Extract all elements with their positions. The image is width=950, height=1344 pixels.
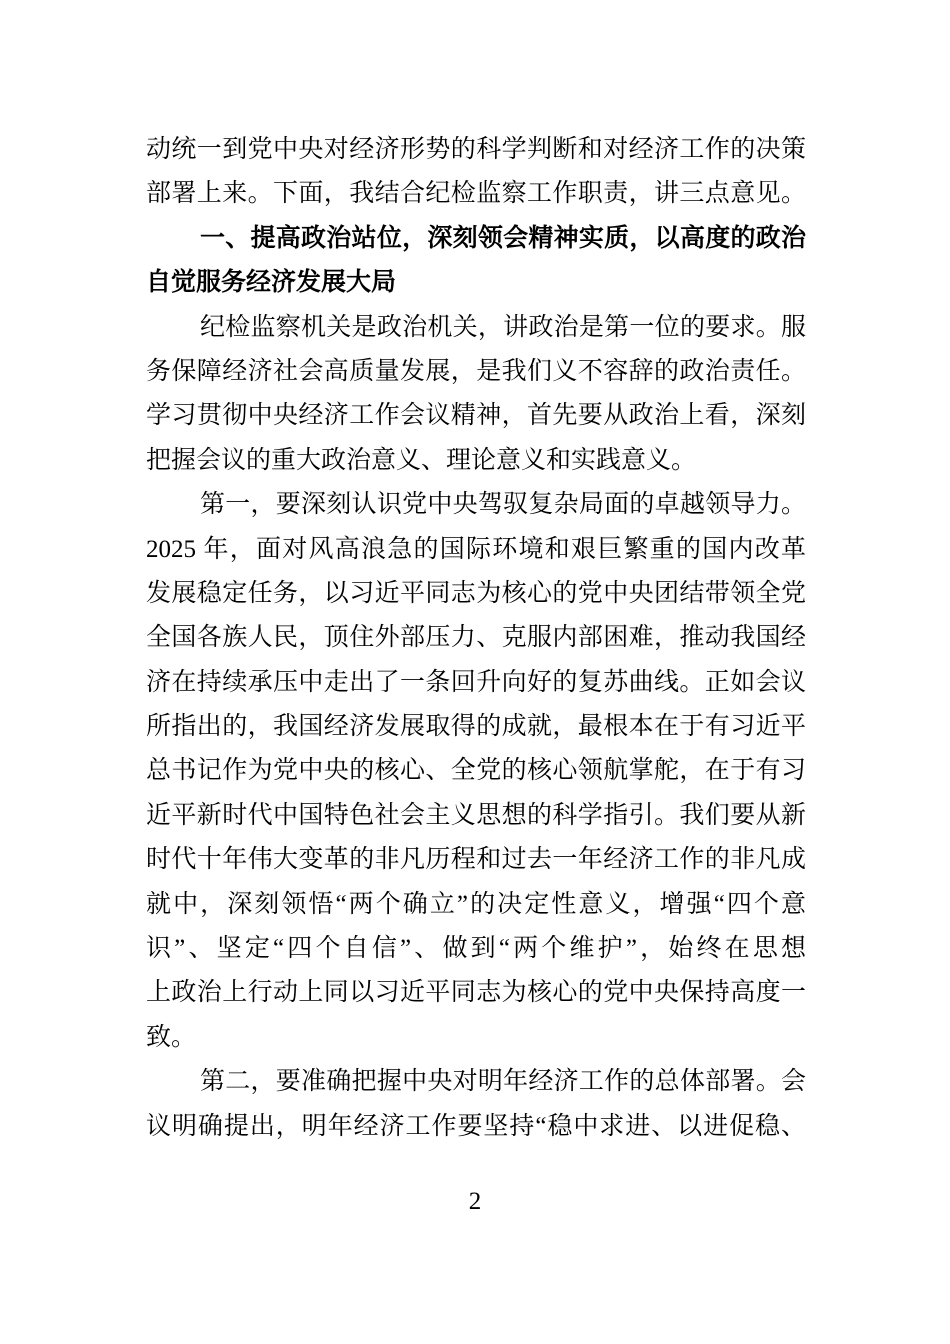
paragraph — [146, 1060, 806, 1149]
text-line: 就中，深刻领悟“两个确立”的决定性意义，增强“四个意 — [146, 890, 806, 918]
paragraph — [146, 483, 806, 1060]
text-line: 致。 — [146, 1023, 197, 1051]
text-line: 2025 年，面对风高浪急的国际环境和艰巨繁重的国内改革 — [146, 535, 806, 563]
text-line: 纪检监察机关是政治机关，讲政治是第一位的要求。服 — [200, 313, 806, 341]
text-line: 自觉服务经济发展大局 — [146, 269, 397, 297]
text-line: 第二，要准确把握中央对明年经济工作的总体部署。会 — [200, 1068, 806, 1096]
text-line: 议明确提出，明年经济工作要坚持“稳中求进、以进促稳、 — [146, 1112, 806, 1140]
text-line: 时代十年伟大变革的非凡历程和过去一年经济工作的非凡成 — [146, 846, 806, 874]
text-line: 识”、坚定“四个自信”、做到“两个维护”，始终在思想 — [146, 935, 806, 963]
text-line: 全国各族人民，顶住外部压力、克服内部困难，推动我国经 — [146, 624, 806, 652]
text-line: 部署上来。下面，我结合纪检监察工作职责，讲三点意见。 — [146, 180, 806, 208]
text-line: 第一，要深刻认识党中央驾驭复杂局面的卓越领导力。 — [200, 491, 806, 519]
text-line: 所指出的，我国经济发展取得的成就，最根本在于有习近平 — [146, 713, 806, 741]
text-line: 近平新时代中国特色社会主义思想的科学指引。我们要从新 — [146, 801, 806, 829]
text-line: 发展稳定任务，以习近平同志为核心的党中央团结带领全党 — [146, 579, 806, 607]
section-heading — [146, 217, 806, 306]
text-line: 把握会议的重大政治意义、理论意义和实践意义。 — [146, 446, 697, 474]
document-body — [146, 128, 806, 1149]
text-line: 上政治上行动上同以习近平同志为核心的党中央保持高度一 — [146, 979, 806, 1007]
text-line: 总书记作为党中央的核心、全党的核心领航掌舵，在于有习 — [146, 757, 806, 785]
text-line: 务保障经济社会高质量发展，是我们义不容辞的政治责任。 — [146, 357, 806, 385]
paragraph — [146, 306, 806, 484]
text-line: 济在持续承压中走出了一条回升向好的复苏曲线。正如会议 — [146, 668, 806, 696]
text-line: 动统一到党中央对经济形势的科学判断和对经济工作的决策 — [146, 136, 806, 163]
page-number: 2 — [468, 1188, 482, 1215]
text-line: 学习贯彻中央经济工作会议精神，首先要从政治上看，深刻 — [146, 402, 806, 430]
paragraph — [146, 128, 806, 217]
text-line: 一、提高政治站位，深刻领会精神实质，以高度的政治 — [200, 224, 806, 252]
